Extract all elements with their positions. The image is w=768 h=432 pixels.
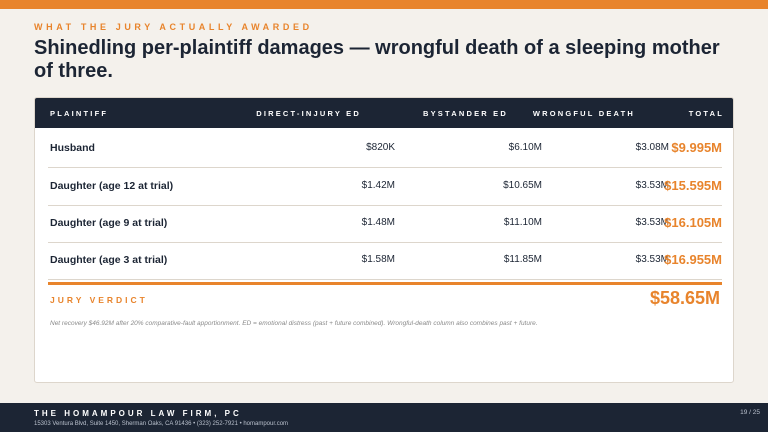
header-bystander: BYSTANDER ED xyxy=(422,109,508,118)
plaintiff-name: Daughter (age 9 at trial) xyxy=(50,217,168,229)
damages-table-card xyxy=(34,97,734,383)
direct-injury-value: $1.48M xyxy=(361,217,395,228)
bystander-value: $11.85M xyxy=(503,254,542,265)
table-row xyxy=(48,242,722,280)
table-row xyxy=(48,168,722,206)
wrongful-death-value: $3.08M xyxy=(635,142,669,153)
firm-address: 15303 Ventura Blvd, Suite 1450, Sherman Oaks, CA 91436 • (323) 252-7921 • homampour.com xyxy=(34,421,289,427)
page-number: 19 / 25 xyxy=(740,409,760,416)
plaintiff-name: Daughter (age 12 at trial) xyxy=(50,180,174,192)
header-wrongful-death: WRONGFUL DEATH xyxy=(532,109,635,118)
header-direct-injury: DIRECT-INJURY ED xyxy=(256,109,361,118)
jury-verdict-value: $58.65M xyxy=(649,288,720,308)
wrongful-death-value: $3.53M xyxy=(635,254,669,265)
bystander-value: $11.10M xyxy=(503,217,542,228)
table-header xyxy=(35,98,734,128)
header-plaintiff: PLAINTIFF xyxy=(50,109,109,118)
jury-verdict-label: JURY VERDICT xyxy=(50,295,148,305)
wrongful-death-value: $3.53M xyxy=(635,217,669,228)
slide-title: Shinedling per-plaintiff damages — wrongful death of a sleeping mother of three. xyxy=(34,37,720,82)
row-total: $9.995M xyxy=(671,140,722,155)
firm-name: THE HOMAMPOUR LAW FIRM, PC xyxy=(34,409,242,418)
eyebrow-label: WHAT THE JURY ACTUALLY AWARDED xyxy=(34,22,313,32)
plaintiff-name: Daughter (age 3 at trial) xyxy=(50,254,168,266)
plaintiff-name: Husband xyxy=(50,142,95,154)
footnote: Net recovery $46.92M after 20% comparative-fault apportionment. ED = emotional distress (past + future combined). Wrongful-death column also combines past + future. xyxy=(50,320,538,327)
bystander-value: $6.10M xyxy=(508,142,542,153)
top-accent-bar xyxy=(0,0,768,9)
header-total: TOTAL xyxy=(688,109,724,118)
direct-injury-value: $1.58M xyxy=(361,254,395,265)
direct-injury-value: $820K xyxy=(366,142,395,153)
wrongful-death-value: $3.53M xyxy=(635,180,669,191)
table-row xyxy=(48,205,722,243)
bystander-value: $10.65M xyxy=(503,180,542,191)
table-row xyxy=(48,130,722,168)
row-total: $15.595M xyxy=(664,178,722,193)
direct-injury-value: $1.42M xyxy=(361,180,395,191)
row-total: $16.955M xyxy=(664,252,722,267)
row-total: $16.105M xyxy=(664,215,722,230)
footer-bar xyxy=(0,403,768,432)
verdict-divider xyxy=(48,282,722,285)
